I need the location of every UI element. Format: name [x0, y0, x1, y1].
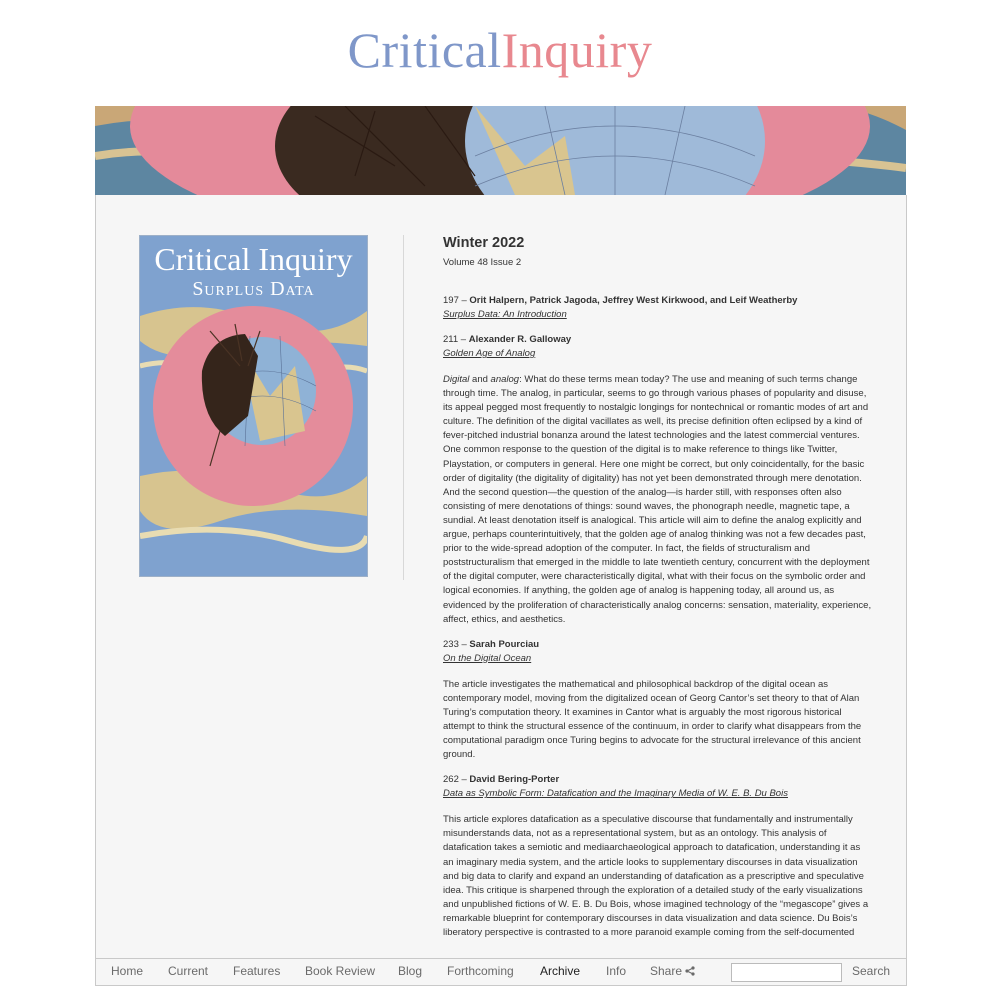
nav-blog[interactable]: Blog — [398, 964, 423, 978]
entry-title-link[interactable]: On the Digital Ocean — [443, 652, 532, 664]
toc-entry — [443, 294, 873, 322]
search-input[interactable] — [731, 963, 842, 982]
entry-page: 233 – — [443, 638, 467, 650]
site-logo[interactable] — [0, 18, 1000, 82]
cover-subtitle: Surplus Data — [192, 278, 315, 300]
nav-book-review[interactable]: Book Review — [305, 964, 376, 978]
entry-heading — [443, 294, 873, 308]
issue-title: Winter 2022 — [443, 235, 525, 251]
entry-abstract: Digital and analog: What do these terms mean today? The use and meaning of such terms change through time. The analog, in particular, seems to go through various phases of popularity and disuse, its appeal pegged most frequently to nostalgic longings for nontechnical or romantic modes of art and culture. The definition of the digital vacillates as well, its precise definition often eclipsed by a kind of fever-pitched industrial bonanza around the latest technologies and the latest commercial ventures. One common response to the question of the digital is to make reference to things like Twitter, Playstation, or computers in general. Here one might be correct, but only coincidentally, for the basic order of digitality (the digitality of digitality) has not yet been demonstrated through mere denotation. And the second question—the question of the analog—is harder still, with responses often also consisting of mere denotations of things: sound waves, the phonograph needle, magnetic tape, a sundial. At least denotation itself is analogical. This article will aim to define the analog explicitly and argue, perhaps counterintuitively, that the golden age of analog thinking was not a few decades past, prior to the wide-spread adoption of the computer. In fact, the fields of structuralism and poststructuralism that emerged in the middle to late twentieth century, concurrent with the deployment of the digital computer, were characteristically digital, what with their focus on the symbolic order and logical economies. If anything, the golden age of analog is happening today, all around us, as evidenced by the proliferation of characteristically analog concerns: sensation, materiality, experience, affect, ethics, and aesthetics. — [443, 374, 872, 625]
nav-current[interactable]: Current — [168, 964, 209, 978]
issue-panel — [95, 195, 907, 958]
entry-page: 197 – — [443, 295, 467, 306]
issue-cover[interactable] — [139, 235, 368, 577]
entry-title-link[interactable]: Surplus Data: An Introduction — [443, 309, 567, 320]
entry-heading — [443, 638, 873, 652]
share-icon — [685, 966, 695, 976]
logo-word-inquiry: Inquiry — [501, 22, 653, 78]
entry-page: 211 – — [443, 334, 467, 345]
footer-nav — [95, 958, 907, 986]
toc-entry — [443, 638, 873, 763]
entry-page: 262 – — [443, 774, 467, 786]
nav-info[interactable]: Info — [606, 964, 627, 978]
entry-authors: Orit Halpern, Patrick Jagoda, Jeffrey West Kirkwood, and Leif Weatherby — [469, 295, 798, 306]
table-of-contents — [443, 233, 873, 940]
nav-share[interactable] — [650, 964, 695, 978]
nav-home[interactable]: Home — [111, 964, 144, 978]
entry-abstract: The article investigates the mathematical and philosophical backdrop of the digital ocean as contemporary model, moving from the digitalized ocean of Georg Cantor’s set theory to that of Alan Turing’s computation theory. It examines in Cantor what is arguably the most rigorous historical attempt to think the structural essence of the continuum, in order to clarify what disappears from the computational paradigm once Turing begins to advocate for the structural irrelevance of this ancient ground. — [443, 678, 862, 761]
nav-archive[interactable]: Archive — [540, 964, 581, 978]
toc-entry — [443, 333, 873, 627]
nav-features[interactable]: Features — [233, 964, 281, 978]
entry-heading — [443, 773, 873, 787]
entry-abstract: This article explores datafication as a speculative discourse that fundamentally and instrumentally misunderstands data, not as a representational system, but as an ontology. This analysis of datafication takes a semiotic and mediaarchaeological approach to datafication, understanding it as an imaginary media system, and the article looks to supplementary discourses in data visualization and big data to clarify and expand an understanding of datafication as a prescriptive and speculative idea. This critique is sharpened through the exploration of a detailed study of the early visualizations and unpublished fictions of W. E. B. Du Bois, whose imagined technology of the “megascope” gives a remarkable blueprint for contemporary discourses in data visualization and data science. Du Bois’s liberatory perspective is contrasted to a more paranoid example coming from the self-documented — [443, 814, 869, 938]
entry-heading — [443, 333, 873, 347]
entry-authors: David Bering-Porter — [469, 774, 560, 786]
cover-title: Critical Inquiry — [154, 241, 353, 277]
logo-word-critical: Critical — [347, 22, 502, 78]
share-label: Share — [650, 964, 683, 978]
issue-volume: Volume 48 Issue 2 — [443, 257, 522, 268]
toc-entry — [443, 773, 873, 940]
entry-title-link[interactable]: Golden Age of Analog — [443, 348, 536, 359]
entry-title-link[interactable]: Data as Symbolic Form: Datafication and the Imaginary Media of W. E. B. Du Bois — [443, 788, 788, 800]
column-divider — [403, 235, 404, 580]
search-button[interactable]: Search — [852, 964, 891, 978]
entry-authors: Alexander R. Galloway — [468, 334, 572, 345]
banner-image — [95, 106, 906, 195]
entry-authors: Sarah Pourciau — [469, 638, 540, 650]
nav-forthcoming[interactable]: Forthcoming — [447, 964, 514, 978]
